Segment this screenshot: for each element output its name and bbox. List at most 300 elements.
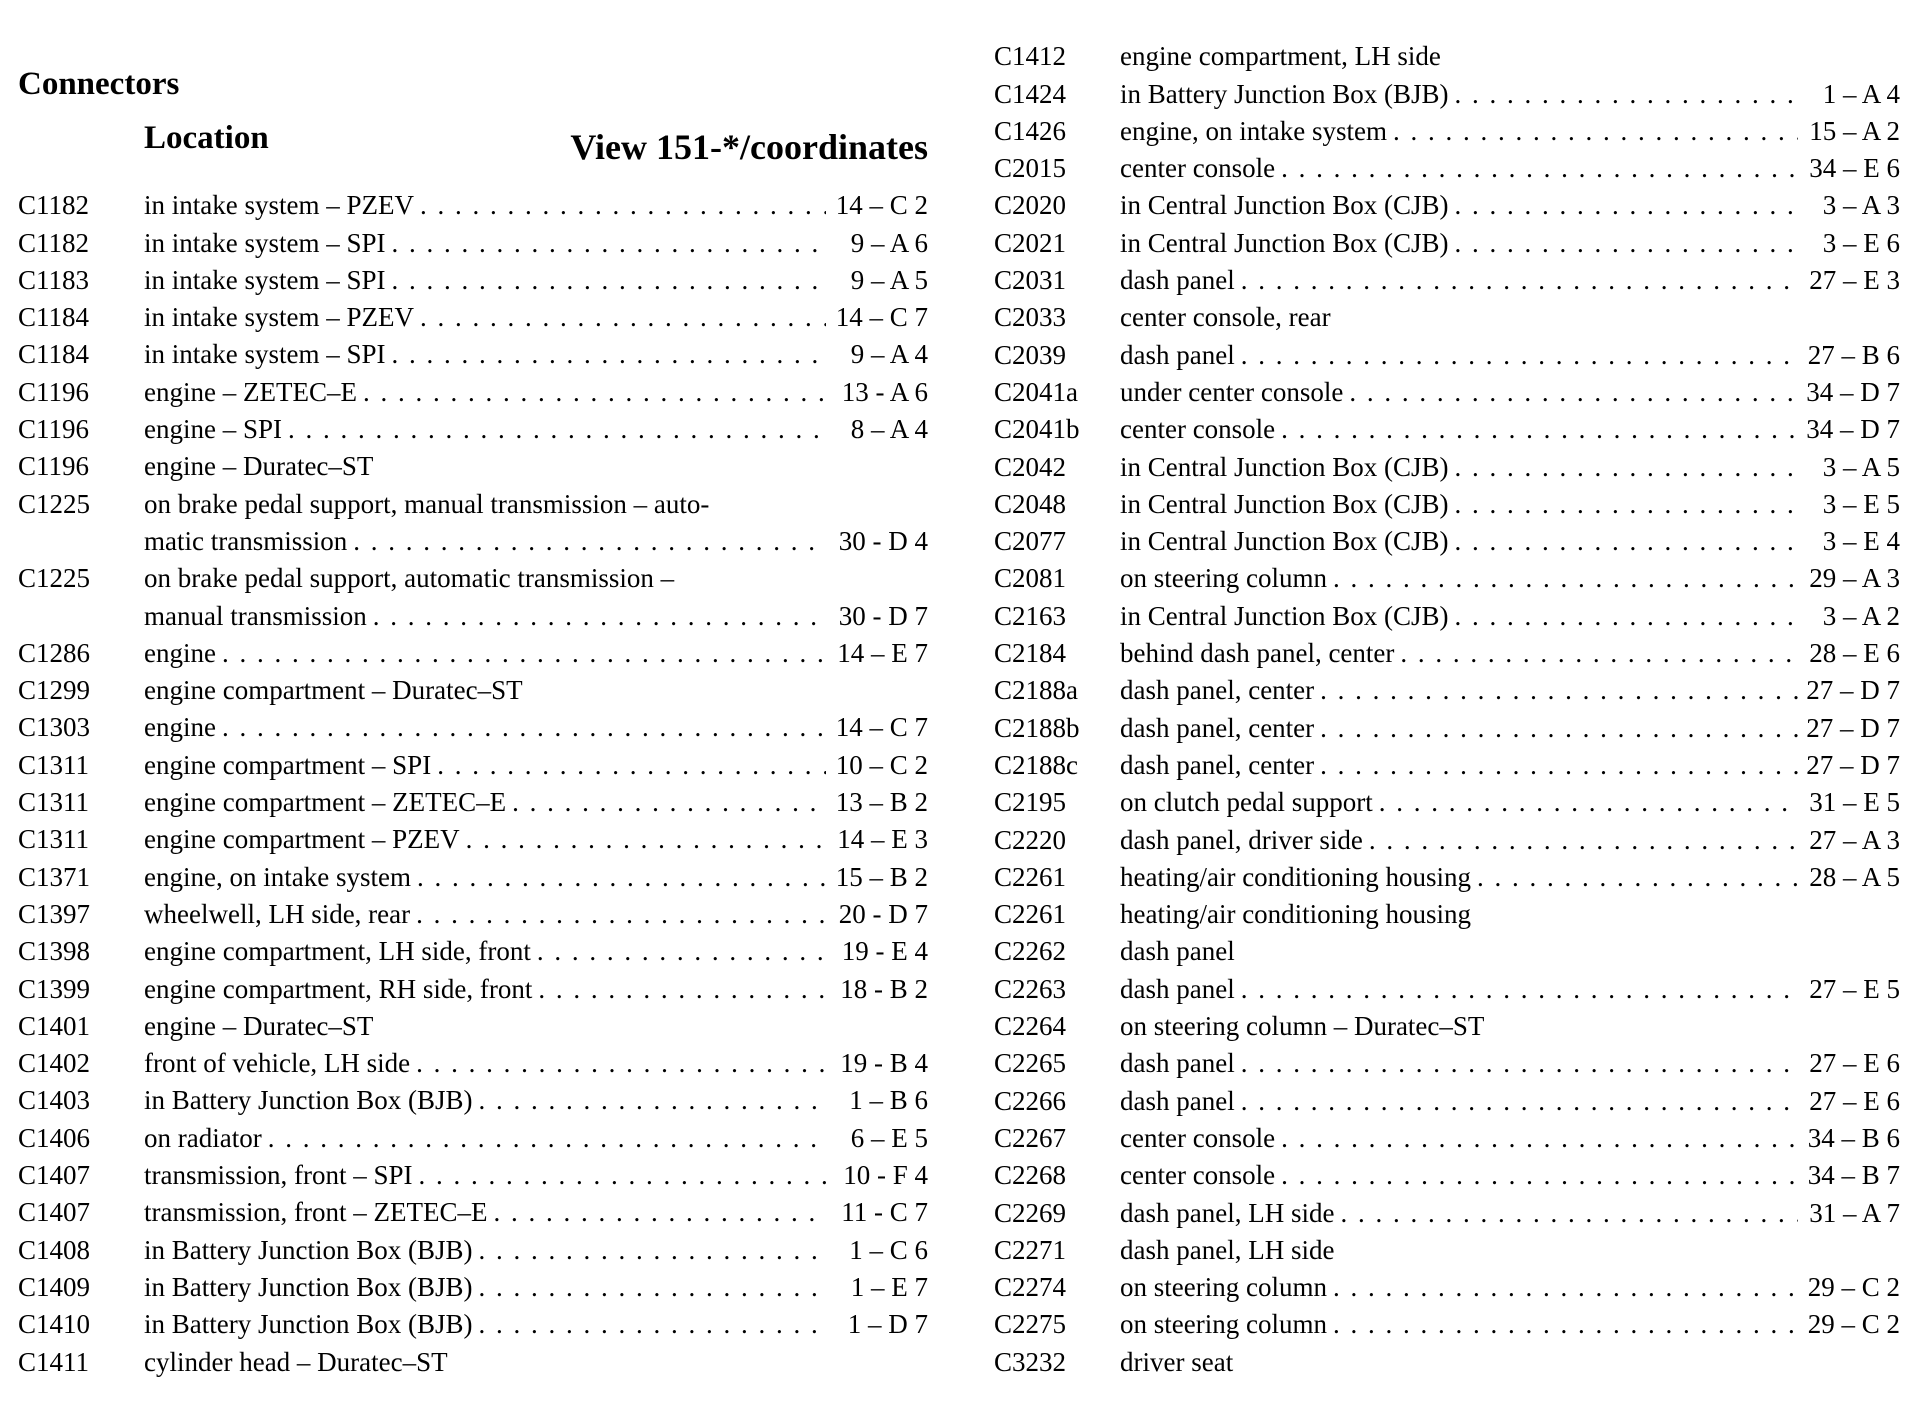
connector-location: in Central Junction Box (CJB) [1120,600,1449,631]
connector-row [994,1189,1900,1226]
connector-code: C1407 [18,1160,91,1191]
location-column-header: Location [144,120,269,156]
view-coordinate: 27 – B 6 [1807,339,1900,370]
connector-row [994,145,1900,182]
connector-code: C2188c [994,749,1078,780]
view-coordinate: 27 – E 6 [1809,1048,1900,1079]
connector-location: in intake system – PZEV [144,302,414,333]
connector-row [994,369,1900,406]
dot-leader [1241,1088,1798,1115]
dot-leader [538,976,826,1003]
connector-code: C2188a [994,675,1078,706]
connector-location: dash panel, LH side [1120,1234,1335,1265]
dot-leader [1241,342,1798,369]
view-coordinate: 14 – C 7 [835,302,928,333]
connector-code: C2163 [994,600,1067,631]
connector-location: dash panel [1120,936,1235,967]
view-coordinate: 1 – B 6 [849,1085,928,1116]
view-coordinate: 27 – E 6 [1809,1085,1900,1116]
view-coordinate: 3 – A 2 [1822,600,1900,631]
connector-location: wheelwell, LH side, rear [144,898,411,929]
connector-row [18,219,928,256]
view-coordinate: 1 – E 7 [850,1271,928,1302]
connector-location: in Central Junction Box (CJB) [1120,488,1449,519]
view-coordinate: 27 – E 3 [1809,265,1900,296]
view-coordinate: 3 – A 3 [1822,190,1900,221]
dot-leader [288,416,826,443]
connector-row [994,33,1900,70]
section-heading: Connectors [18,66,180,102]
view-coordinate: 15 – A 2 [1809,115,1900,146]
connector-row [994,406,1900,443]
connector-row [18,1114,928,1151]
view-coordinate: 29 – C 2 [1807,1272,1900,1303]
connector-code: C2021 [994,227,1067,258]
dot-leader [392,341,827,368]
connector-location: in Central Junction Box (CJB) [1120,526,1449,557]
connector-row [994,182,1900,219]
connector-code: C1406 [18,1122,91,1153]
view-coordinate: 27 – D 7 [1806,749,1900,780]
dot-leader [1333,1274,1798,1301]
connector-code: C1311 [18,749,90,780]
view-coordinate: 1 – D 7 [847,1309,928,1340]
connector-row [994,779,1900,816]
connector-row [994,742,1900,779]
connector-row [18,741,928,778]
connector-location: behind dash panel, center [1120,638,1395,669]
connector-location: center console, rear [1120,302,1331,333]
connector-code: C2039 [994,339,1067,370]
view-coordinate: 34 – E 6 [1809,153,1900,184]
dot-leader [1281,155,1798,182]
connector-location: engine, on intake system [144,861,411,892]
connector-row [18,630,928,667]
connector-code: C1196 [18,451,90,482]
dot-leader [1281,1125,1798,1152]
connector-code: C1196 [18,376,90,407]
connector-row [18,257,928,294]
view-coordinate: 31 – A 7 [1809,1197,1900,1228]
connector-location: dash panel [1120,1048,1235,1079]
connector-row [994,965,1900,1002]
connector-row [18,891,928,928]
connector-code: C2274 [994,1272,1067,1303]
dot-leader [1241,1050,1798,1077]
dot-leader [416,901,826,928]
dot-leader [512,789,826,816]
connector-code: C2265 [994,1048,1067,1079]
connector-row [994,928,1900,965]
dot-leader [1320,715,1798,742]
connector-code: C1311 [18,787,90,818]
connector-code: C2220 [994,824,1067,855]
view-coordinate: 27 – E 5 [1809,973,1900,1004]
connector-location: transmission, front – ZETEC–E [144,1197,488,1228]
connector-code: C1401 [18,1010,91,1041]
connector-row [18,1264,928,1301]
connector-location: dash panel, center [1120,675,1315,706]
connector-location: in intake system – SPI [144,264,386,295]
connector-location: in Central Junction Box (CJB) [1120,227,1449,258]
dot-leader [392,267,827,294]
connector-code: C1424 [994,78,1067,109]
view-coordinate: 3 – E 5 [1822,488,1900,519]
connector-code: C3232 [994,1346,1067,1377]
connector-row [994,1040,1900,1077]
connector-location: engine compartment – Duratec–ST [144,675,523,706]
connector-location: engine compartment, LH side, front [144,936,531,967]
dot-leader [466,826,826,853]
dot-leader [1454,454,1798,481]
connector-row [994,518,1900,555]
view-coordinate: 30 - D 7 [838,600,928,631]
connector-code: C1225 [18,488,91,519]
connector-row [994,704,1900,741]
view-coordinate: 9 – A 5 [850,264,928,295]
connector-code: C1412 [994,41,1067,72]
connector-location: center console [1120,1122,1276,1153]
connector-code: C2041b [994,414,1080,445]
dot-leader [420,304,826,331]
dot-leader [222,640,826,667]
connector-location: under center console [1120,376,1344,407]
dot-leader [268,1125,826,1152]
connector-location: in intake system – SPI [144,339,386,370]
connector-code: C1311 [18,824,90,855]
connector-code: C2033 [994,302,1067,333]
dot-leader [1454,81,1798,108]
dot-leader [1454,603,1798,630]
connector-code: C1426 [994,115,1067,146]
connector-location: on steering column [1120,563,1327,594]
connector-location: in Battery Junction Box (BJB) [1120,78,1449,109]
connector-code: C2188b [994,712,1080,743]
view-coordinate: 20 - D 7 [838,898,928,929]
connector-row [994,443,1900,480]
connector-location: in Central Junction Box (CJB) [1120,190,1449,221]
connector-location: in Battery Junction Box (BJB) [144,1271,473,1302]
connector-row [994,481,1900,518]
view-coordinate: 27 – A 3 [1809,824,1900,855]
connector-location: manual transmission [144,600,367,631]
connector-code: C2031 [994,265,1067,296]
connector-row [18,1226,928,1263]
connector-location: in intake system – PZEV [144,190,414,221]
view-coordinate: 13 – B 2 [835,787,928,818]
connector-row [18,1338,928,1375]
view-coordinate: 10 – C 2 [835,749,928,780]
connector-location: dash panel, LH side [1120,1197,1335,1228]
dot-leader [1454,230,1798,257]
dot-leader [478,1237,826,1264]
connector-row [18,182,928,219]
connector-location: heating/air conditioning housing [1120,899,1471,930]
view-coordinate: 15 – B 2 [835,861,928,892]
connector-row [994,1301,1900,1338]
connector-row [18,480,928,517]
view-coordinate: 9 – A 4 [850,339,928,370]
connector-row [994,592,1900,629]
connector-row [18,1040,928,1077]
connector-location: engine – Duratec–ST [144,451,374,482]
connector-code: C2184 [994,638,1067,669]
view-coordinate: 28 – A 5 [1809,861,1900,892]
connector-location: engine, on intake system [1120,115,1387,146]
connector-code: C1299 [18,675,91,706]
connector-location: on brake pedal support, automatic transmission – [144,563,675,594]
connector-location: dash panel [1120,1085,1235,1116]
view-coordinate: 31 – E 5 [1809,787,1900,818]
connector-code: C1182 [18,227,90,258]
connector-row [994,667,1900,704]
connector-code: C2269 [994,1197,1067,1228]
connector-row [994,1115,1900,1152]
connector-location: engine compartment, RH side, front [144,973,533,1004]
dot-leader [1454,491,1798,518]
view-coordinate: 11 - C 7 [841,1197,928,1228]
connector-row [18,294,928,331]
connector-location: dash panel [1120,339,1235,370]
connector-code: C2195 [994,787,1067,818]
connector-code: C1184 [18,302,90,333]
connector-row [18,965,928,1002]
connector-location: on steering column [1120,1272,1327,1303]
view-coordinate: 1 – C 6 [849,1234,928,1265]
dot-leader [1393,118,1798,145]
connector-row [994,331,1900,368]
connector-location: in Battery Junction Box (BJB) [144,1309,473,1340]
connector-code: C2261 [994,861,1067,892]
dot-leader [1320,752,1798,779]
dot-leader [1400,640,1798,667]
connector-code: C1303 [18,712,91,743]
connector-location: matic transmission [144,525,348,556]
connector-row [994,294,1900,331]
connector-location: driver seat [1120,1346,1234,1377]
connector-location: dash panel, center [1120,749,1315,780]
dot-leader [353,528,826,555]
dot-leader [1369,827,1798,854]
connector-row [18,592,928,629]
connector-location: in Central Junction Box (CJB) [1120,451,1449,482]
connector-code: C2081 [994,563,1067,594]
connector-location: center console [1120,1160,1276,1191]
connector-location: on steering column – Duratec–ST [1120,1011,1485,1042]
view-coordinates-column-header: View 151-*/coordinates [570,127,928,167]
view-coordinate: 10 - F 4 [843,1160,928,1191]
view-coordinate: 14 – E 7 [837,637,928,668]
dot-leader [1320,677,1798,704]
connector-location: engine – SPI [144,414,282,445]
connector-row [18,1152,928,1189]
dot-leader [1379,789,1798,816]
view-coordinate: 34 – B 7 [1807,1160,1900,1191]
connector-code: C1410 [18,1309,91,1340]
connector-code: C2077 [994,526,1067,557]
dot-leader [420,192,826,219]
connector-row [994,108,1900,145]
dot-leader [1241,976,1798,1003]
connector-row [994,1338,1900,1375]
connector-row [994,854,1900,891]
connector-location: engine – Duratec–ST [144,1010,374,1041]
dot-leader [1477,864,1798,891]
dot-leader [392,230,827,257]
connector-location: engine compartment – ZETEC–E [144,787,507,818]
view-coordinate: 3 – E 4 [1822,526,1900,557]
connector-code: C2267 [994,1122,1067,1153]
connector-location: engine – ZETEC–E [144,376,357,407]
dot-leader [373,603,826,630]
connector-location: in Battery Junction Box (BJB) [144,1234,473,1265]
view-coordinate: 8 – A 4 [850,414,928,445]
connector-location: engine compartment – SPI [144,749,432,780]
view-coordinate: 19 - B 4 [840,1048,928,1079]
connector-row [994,70,1900,107]
view-coordinate: 27 – D 7 [1806,712,1900,743]
view-coordinate: 28 – E 6 [1809,638,1900,669]
connector-code: C1408 [18,1234,91,1265]
connector-location: engine compartment, LH side [1120,41,1441,72]
connector-row [994,816,1900,853]
connector-code: C2048 [994,488,1067,519]
view-coordinate: 30 - D 4 [838,525,928,556]
connector-location: engine [144,637,216,668]
connector-row [18,443,928,480]
connector-location: transmission, front – SPI [144,1160,413,1191]
connector-row [18,1189,928,1226]
connector-code: C1399 [18,973,91,1004]
view-coordinate: 1 – A 4 [1822,78,1900,109]
view-coordinate: 27 – D 7 [1806,675,1900,706]
connector-row [18,816,928,853]
connector-location: dash panel [1120,265,1235,296]
connector-location: engine [144,712,216,743]
dot-leader [222,714,826,741]
connector-row [18,667,928,704]
connector-row [994,1264,1900,1301]
connector-code: C1403 [18,1085,91,1116]
left-connector-list [18,182,928,1376]
connector-code: C2041a [994,376,1078,407]
connector-code: C2266 [994,1085,1067,1116]
view-coordinate: 34 – B 6 [1807,1122,1900,1153]
connector-row [18,518,928,555]
connector-row [994,1003,1900,1040]
connector-code: C1183 [18,264,90,295]
connector-location: center console [1120,153,1276,184]
dot-leader [478,1311,826,1338]
dot-leader [363,379,826,406]
connector-location: in Battery Junction Box (BJB) [144,1085,473,1116]
connector-row [994,257,1900,294]
connector-row [18,555,928,592]
connector-code: C1371 [18,861,91,892]
view-coordinate: 29 – A 3 [1809,563,1900,594]
connector-row [18,1301,928,1338]
connector-code: C2268 [994,1160,1067,1191]
connector-code: C1411 [18,1346,90,1377]
connector-code: C1407 [18,1197,91,1228]
connector-row [994,1077,1900,1114]
connector-row [18,368,928,405]
connector-row [18,779,928,816]
connector-row [18,1003,928,1040]
connector-code: C2261 [994,899,1067,930]
connector-code: C1286 [18,637,91,668]
connector-location: on radiator [144,1122,262,1153]
dot-leader [437,752,826,779]
dot-leader [417,864,826,891]
connector-code: C2271 [994,1234,1067,1265]
connector-code: C1184 [18,339,90,370]
connector-location: dash panel, driver side [1120,824,1363,855]
dot-leader [419,1162,826,1189]
dot-leader [493,1199,826,1226]
connector-code: C2262 [994,936,1067,967]
connector-location: engine compartment – PZEV [144,824,460,855]
connector-location: on steering column [1120,1309,1327,1340]
dot-leader [1340,1200,1798,1227]
connector-code: C1225 [18,563,91,594]
connector-row [18,853,928,890]
connector-code: C2263 [994,973,1067,1004]
connector-location: dash panel, center [1120,712,1315,743]
connector-code: C1196 [18,414,90,445]
connector-location: in intake system – SPI [144,227,386,258]
connector-location: center console [1120,414,1276,445]
connector-row [18,1077,928,1114]
dot-leader [1454,192,1798,219]
connector-row [18,331,928,368]
connector-code: C2020 [994,190,1067,221]
connector-location: on clutch pedal support [1120,787,1373,818]
view-coordinate: 34 – D 7 [1806,376,1900,407]
dot-leader [1454,528,1798,555]
connector-code: C2015 [994,153,1067,184]
connector-location: dash panel [1120,973,1235,1004]
connector-code: C1409 [18,1271,91,1302]
dot-leader [478,1087,826,1114]
connector-row [18,928,928,965]
dot-leader [1349,379,1798,406]
dot-leader [1281,416,1798,443]
connector-row [994,555,1900,592]
dot-leader [478,1274,826,1301]
view-coordinate: 6 – E 5 [850,1122,928,1153]
view-coordinate: 3 – E 6 [1822,227,1900,258]
view-coordinate: 18 - B 2 [840,973,928,1004]
connector-row [994,1152,1900,1189]
view-coordinate: 29 – C 2 [1807,1309,1900,1340]
connector-code: C1402 [18,1048,91,1079]
view-coordinate: 9 – A 6 [850,227,928,258]
view-coordinate: 34 – D 7 [1806,414,1900,445]
connector-code: C1398 [18,936,91,967]
connector-code: C1182 [18,190,90,221]
connector-code: C1397 [18,898,91,929]
connector-row [18,704,928,741]
connector-row [994,630,1900,667]
connector-location: heating/air conditioning housing [1120,861,1471,892]
connector-location: front of vehicle, LH side [144,1048,411,1079]
dot-leader [1281,1162,1798,1189]
connector-row [994,1227,1900,1264]
connector-location: on brake pedal support, manual transmission – auto- [144,488,710,519]
dot-leader [1333,565,1798,592]
connector-code: C2264 [994,1011,1067,1042]
